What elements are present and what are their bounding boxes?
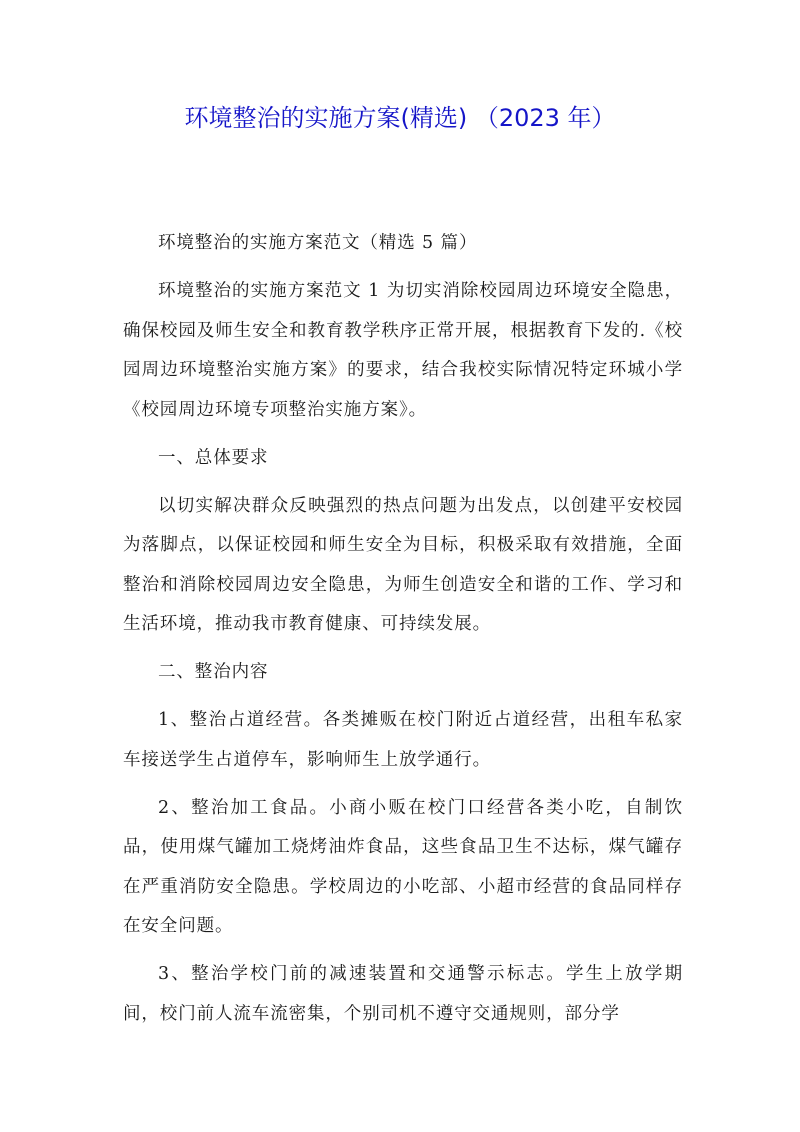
- paragraph-item-1: 1、整治占道经营。各类摊贩在校门附近占道经营，出租车私家车接送学生占道停车，影响师生上放学通行。: [123, 710, 683, 770]
- document-body: [123, 224, 683, 1043]
- document-title: 环境整治的实施方案(精选) （2023 年）: [184, 104, 616, 132]
- section-heading-overall-requirements: 一、总体要求: [158, 447, 269, 468]
- paragraph-overall-requirements: 以切实解决群众反映强烈的热点问题为出发点，以创建平安校园为落脚点，以保证校园和师生安全为目标，积极采取有效措施，全面整治和消除校园周边安全隐患，为师生创造安全和谐的工作、学习和生活环境，推动我市教育健康、可持续发展。: [123, 495, 683, 634]
- section-heading-rectification-content: 二、整治内容: [158, 662, 269, 682]
- paragraph-item-2: 2、整治加工食品。小商小贩在校门口经营各类小吃，自制饮品，使用煤气罐加工烧烤油炸食品，这些食品卫生不达标，煤气罐存在严重消防安全隐患。学校周边的小吃部、小超市经营的食品同样存在安全问题。: [123, 797, 683, 936]
- paragraph-intro: 环境整治的实施方案范文 1 为切实消除校园周边环境安全隐患，确保校园及师生安全和教育教学秩序正常开展，根据教育下发的.《校园周边环境整治实施方案》的要求，结合我校实际情况特定环城小学《校园周边环境专项整治实施方案》。: [123, 281, 683, 420]
- paragraph-item-3: 3、整治学校门前的减速装置和交通警示标志。学生上放学期间，校门前人流车流密集，个别司机不遵守交通规则，部分学: [123, 964, 683, 1024]
- document-subtitle: 环境整治的实施方案范文（精选 5 篇）: [158, 233, 478, 253]
